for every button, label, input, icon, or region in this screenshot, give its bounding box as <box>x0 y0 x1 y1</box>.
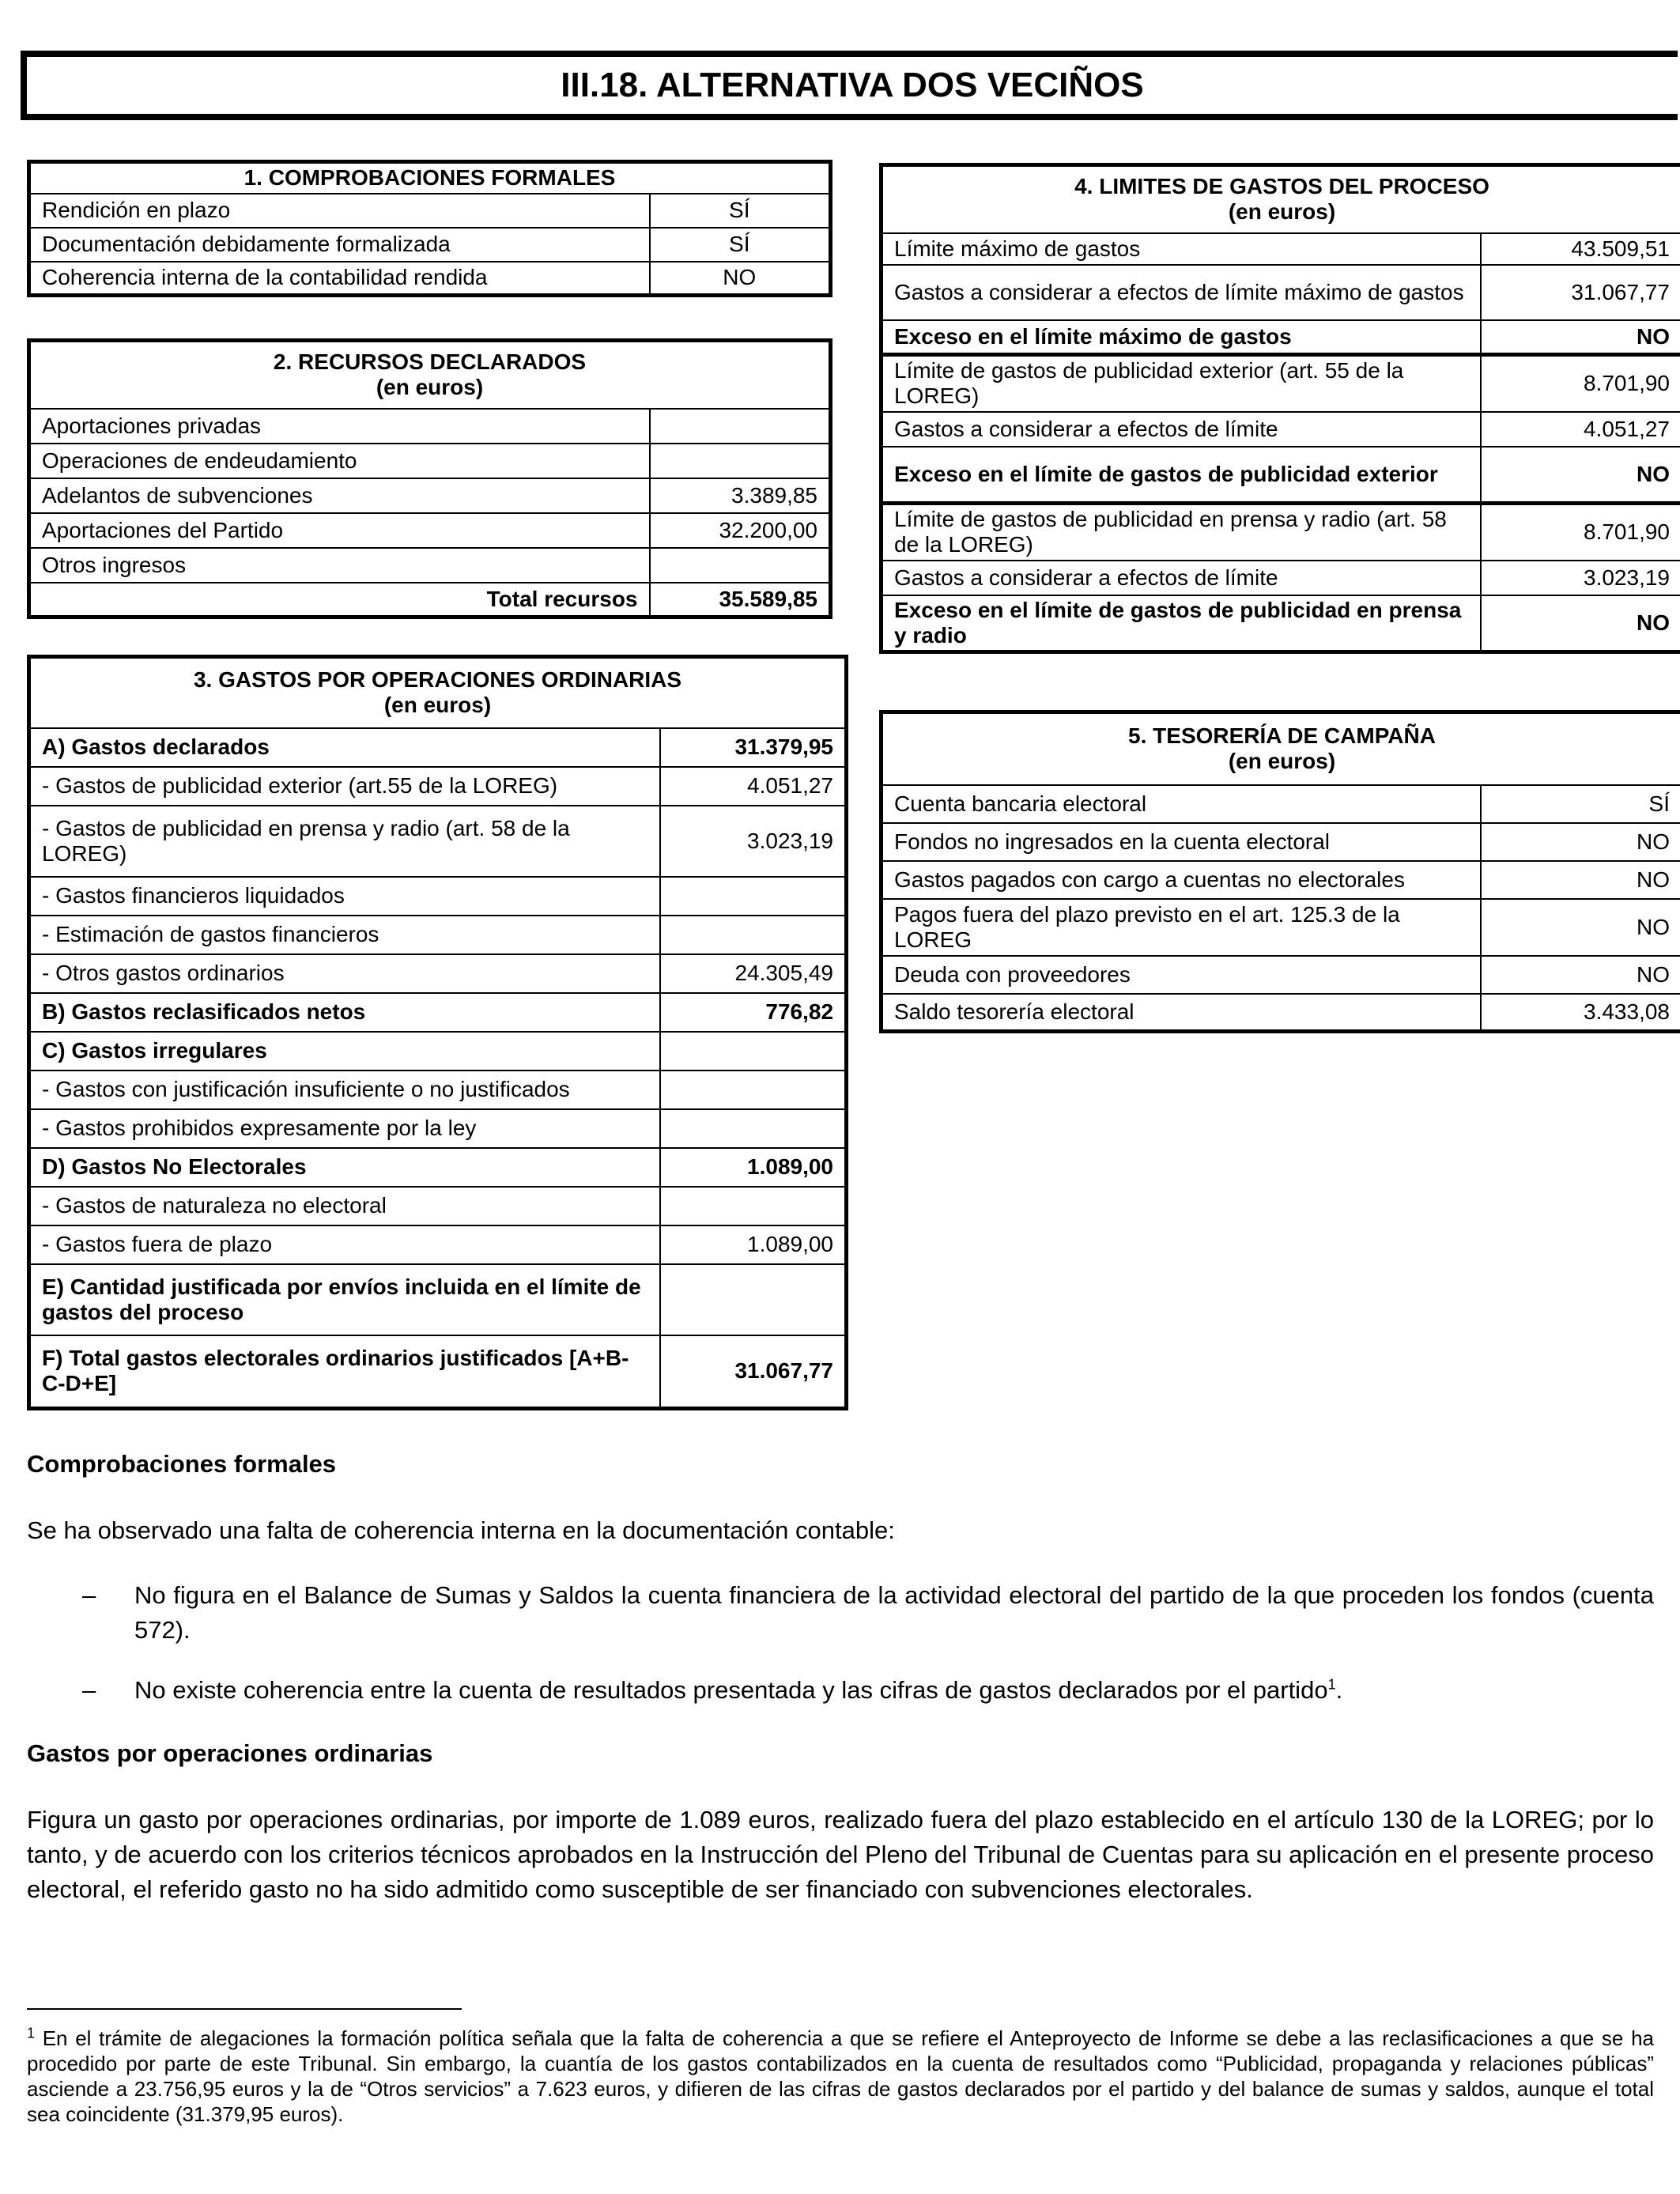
row-value: SÍ <box>1481 785 1680 823</box>
table-header-unit: (en euros) <box>383 693 492 718</box>
table-row <box>29 806 847 877</box>
table-row <box>882 355 1680 412</box>
row-label: Coherencia interna de la contabilidad rendida <box>29 262 650 296</box>
row-value <box>660 1032 847 1071</box>
table-row <box>882 265 1680 320</box>
table-tesoreria-campana <box>879 710 1680 1033</box>
table-row <box>29 262 831 296</box>
table-row <box>882 785 1680 823</box>
table-header-title: 2. RECURSOS DECLARADOS <box>273 349 587 375</box>
row-label: Exceso en el límite de gastos de publicidad exterior <box>882 447 1481 504</box>
row-label: - Gastos fuera de plazo <box>29 1225 660 1264</box>
row-value: 3.389,85 <box>650 478 831 513</box>
row-value: 4.051,27 <box>1481 412 1680 447</box>
table-row <box>882 899 1680 956</box>
table-row <box>29 478 831 513</box>
row-value <box>660 1187 847 1225</box>
row-label: Gastos a considerar a efectos de límite máximo de gastos <box>882 265 1481 320</box>
table-row <box>29 1264 847 1335</box>
table-header <box>29 657 847 728</box>
row-label: A) Gastos declarados <box>29 728 660 767</box>
table-row <box>29 1187 847 1225</box>
table-row <box>882 233 1680 265</box>
section-heading-comprobaciones: Comprobaciones formales <box>27 1450 337 1478</box>
row-label: - Gastos financieros liquidados <box>29 877 660 916</box>
table-header: 1. COMPROBACIONES FORMALES <box>29 162 831 194</box>
row-label: Gastos pagados con cargo a cuentas no electorales <box>882 861 1481 899</box>
row-value <box>660 877 847 916</box>
table-comprobaciones-formales <box>27 160 832 297</box>
table-row <box>29 194 831 228</box>
table-row <box>29 728 847 767</box>
table-row <box>29 954 847 993</box>
table-row <box>29 1225 847 1264</box>
table-header-title: 5. TESORERÍA DE CAMPAÑA <box>1128 723 1436 749</box>
table-row <box>882 561 1680 595</box>
total-value: 35.589,85 <box>650 583 831 617</box>
row-value: NO <box>1481 861 1680 899</box>
row-value: 31.067,77 <box>1481 265 1680 320</box>
row-label: Adelantos de subvenciones <box>29 478 650 513</box>
paragraph-gastos: Figura un gasto por operaciones ordinarias, por importe de 1.089 euros, realizado fuera del plazo establecido en el artículo 130 de la LOREG; por lo tanto, y de acuerdo con los criterios técnicos aprobados en la Instrucción del Pleno del Tribunal de Cuentas para su aplicación en el presente proceso electoral, el referido gasto no ha sido admitido como susceptible de ser financiado con subvenciones electorales. <box>27 1806 1654 1903</box>
row-label: Aportaciones privadas <box>29 409 650 444</box>
row-value: NO <box>1481 595 1680 652</box>
row-value: 776,82 <box>660 993 847 1032</box>
row-value: 3.433,08 <box>1481 994 1680 1032</box>
table-header <box>882 165 1680 233</box>
row-value: NO <box>1481 320 1680 355</box>
row-label: C) Gastos irregulares <box>29 1032 660 1071</box>
row-label: Límite máximo de gastos <box>882 233 1481 265</box>
row-label: B) Gastos reclasificados netos <box>29 993 660 1032</box>
footnote-number: 1 <box>27 2025 36 2041</box>
table-gastos-ordinarios <box>27 655 848 1410</box>
row-value: 3.023,19 <box>660 806 847 877</box>
table-recursos-declarados <box>27 338 832 619</box>
row-label: Gastos a considerar a efectos de límite <box>882 412 1481 447</box>
table-row <box>29 767 847 806</box>
paragraph-intro: Se ha observado una falta de coherencia interna en la documentación contable: <box>27 1516 895 1544</box>
table-row <box>882 320 1680 355</box>
table-row <box>882 994 1680 1032</box>
row-value: NO <box>650 262 831 296</box>
bullet-text-1: No figura en el Balance de Sumas y Saldos la cuenta financiera de la actividad electoral del partido de la que proceden los fondos (cuenta 572). <box>134 1581 1654 1644</box>
bullet-dash: – <box>82 1581 96 1609</box>
row-label: F) Total gastos electorales ordinarios justificados [A+B-C-D+E] <box>29 1335 660 1409</box>
table-header <box>882 712 1680 785</box>
table-row <box>29 1335 847 1409</box>
table-limites-gastos <box>879 163 1680 654</box>
row-label: - Gastos con justificación insuficiente o no justificados <box>29 1071 660 1109</box>
row-label: Operaciones de endeudamiento <box>29 444 650 478</box>
row-label: Otros ingresos <box>29 548 650 583</box>
table-row <box>29 877 847 916</box>
row-label: - Gastos de publicidad en prensa y radio (art. 58 de la LOREG) <box>29 806 660 877</box>
row-value <box>660 1264 847 1335</box>
table-row <box>29 1071 847 1109</box>
row-value <box>650 548 831 583</box>
row-label: Saldo tesorería electoral <box>882 994 1481 1032</box>
bullet-dash: – <box>82 1676 96 1704</box>
table-row <box>882 861 1680 899</box>
footnote <box>27 2026 1654 2127</box>
row-value <box>650 444 831 478</box>
row-label: Rendición en plazo <box>29 194 650 228</box>
row-label: Pagos fuera del plazo previsto en el art. 125.3 de la LOREG <box>882 899 1481 956</box>
row-label: - Gastos prohibidos expresamente por la ley <box>29 1109 660 1148</box>
row-value <box>660 1071 847 1109</box>
bullet-text-2-end: . <box>1335 1676 1343 1704</box>
row-value: 24.305,49 <box>660 954 847 993</box>
row-label: Fondos no ingresados en la cuenta electoral <box>882 823 1481 861</box>
row-value: 31.379,95 <box>660 728 847 767</box>
bullet-text-2 <box>134 1673 1654 1708</box>
table-row <box>882 412 1680 447</box>
table-row <box>29 1148 847 1187</box>
table-row <box>29 228 831 262</box>
row-label: Exceso en el límite máximo de gastos <box>882 320 1481 355</box>
table-row <box>29 409 831 444</box>
footnote-ref: 1 <box>1327 1676 1336 1693</box>
table-header-unit: (en euros) <box>376 375 484 400</box>
section-heading-gastos: Gastos por operaciones ordinarias <box>27 1739 433 1767</box>
row-label: - Otros gastos ordinarios <box>29 954 660 993</box>
row-label: Exceso en el límite de gastos de publicidad en prensa y radio <box>882 595 1481 652</box>
row-label: Gastos a considerar a efectos de límite <box>882 561 1481 595</box>
page-title <box>21 51 1678 120</box>
row-value: 1.089,00 <box>660 1225 847 1264</box>
table-row <box>29 993 847 1032</box>
row-label: - Gastos de naturaleza no electoral <box>29 1187 660 1225</box>
row-label: Límite de gastos de publicidad en prensa y radio (art. 58 de la LOREG) <box>882 504 1481 561</box>
table-row <box>882 823 1680 861</box>
row-value: 1.089,00 <box>660 1148 847 1187</box>
row-label: Cuenta bancaria electoral <box>882 785 1481 823</box>
table-row <box>882 504 1680 561</box>
table-header-unit: (en euros) <box>1228 749 1336 774</box>
row-value: 3.023,19 <box>1481 561 1680 595</box>
table-header-unit: (en euros) <box>1228 199 1336 225</box>
total-row <box>29 583 831 617</box>
table-row <box>29 1032 847 1071</box>
row-label: E) Cantidad justificada por envíos incluida en el límite de gastos del proceso <box>29 1264 660 1335</box>
table-header-title: 3. GASTOS POR OPERACIONES ORDINARIAS <box>193 667 682 693</box>
table-row <box>29 1109 847 1148</box>
row-value: NO <box>1481 899 1680 956</box>
row-value <box>650 409 831 444</box>
row-label: Aportaciones del Partido <box>29 513 650 548</box>
row-label: - Estimación de gastos financieros <box>29 916 660 954</box>
row-value: NO <box>1481 956 1680 994</box>
table-header-title: 4. LIMITES DE GASTOS DEL PROCESO <box>1074 174 1489 199</box>
table-row <box>882 447 1680 504</box>
table-header <box>29 341 831 409</box>
row-value: 4.051,27 <box>660 767 847 806</box>
row-value: 32.200,00 <box>650 513 831 548</box>
row-value: 43.509,51 <box>1481 233 1680 265</box>
table-row <box>29 444 831 478</box>
row-value: SÍ <box>650 228 831 262</box>
footnote-divider <box>27 2008 462 2010</box>
table-row <box>29 513 831 548</box>
bullet-text-2-body: No existe coherencia entre la cuenta de resultados presentada y las cifras de gastos declarados por el partido <box>134 1676 1328 1704</box>
table-row <box>882 956 1680 994</box>
row-value: NO <box>1481 823 1680 861</box>
row-value: 8.701,90 <box>1481 355 1680 412</box>
row-value: 31.067,77 <box>660 1335 847 1409</box>
page-title-text: III.18. ALTERNATIVA DOS VECIÑOS <box>561 66 1144 104</box>
row-value: 8.701,90 <box>1481 504 1680 561</box>
row-label: Deuda con proveedores <box>882 956 1481 994</box>
footnote-text: En el trámite de alegaciones la formación política señala que la falta de coherencia a que se refiere el Anteproyecto de Informe se debe a las reclasificaciones a que se ha procedido por parte de este Tribunal. Sin embargo, la cuantía de los gastos contabilizados en la cuenta de resultados como “Publicidad, propaganda y relaciones públicas” asciende a 23.756,95 euros y la de “Otros servicios” a 7.623 euros, y difieren de las cifras de gastos declarados por el partido y del balance de sumas y saldos, aunque el total sea coincidente (31.379,95 euros). <box>27 2026 1654 2126</box>
table-row <box>29 548 831 583</box>
row-label: Límite de gastos de publicidad exterior (art. 55 de la LOREG) <box>882 355 1481 412</box>
row-value: NO <box>1481 447 1680 504</box>
row-value <box>660 1109 847 1148</box>
row-value: SÍ <box>650 194 831 228</box>
total-label: Total recursos <box>29 583 650 617</box>
row-label: D) Gastos No Electorales <box>29 1148 660 1187</box>
row-label: Documentación debidamente formalizada <box>29 228 650 262</box>
table-row <box>29 916 847 954</box>
table-row <box>882 595 1680 652</box>
row-value <box>660 916 847 954</box>
row-label: - Gastos de publicidad exterior (art.55 de la LOREG) <box>29 767 660 806</box>
